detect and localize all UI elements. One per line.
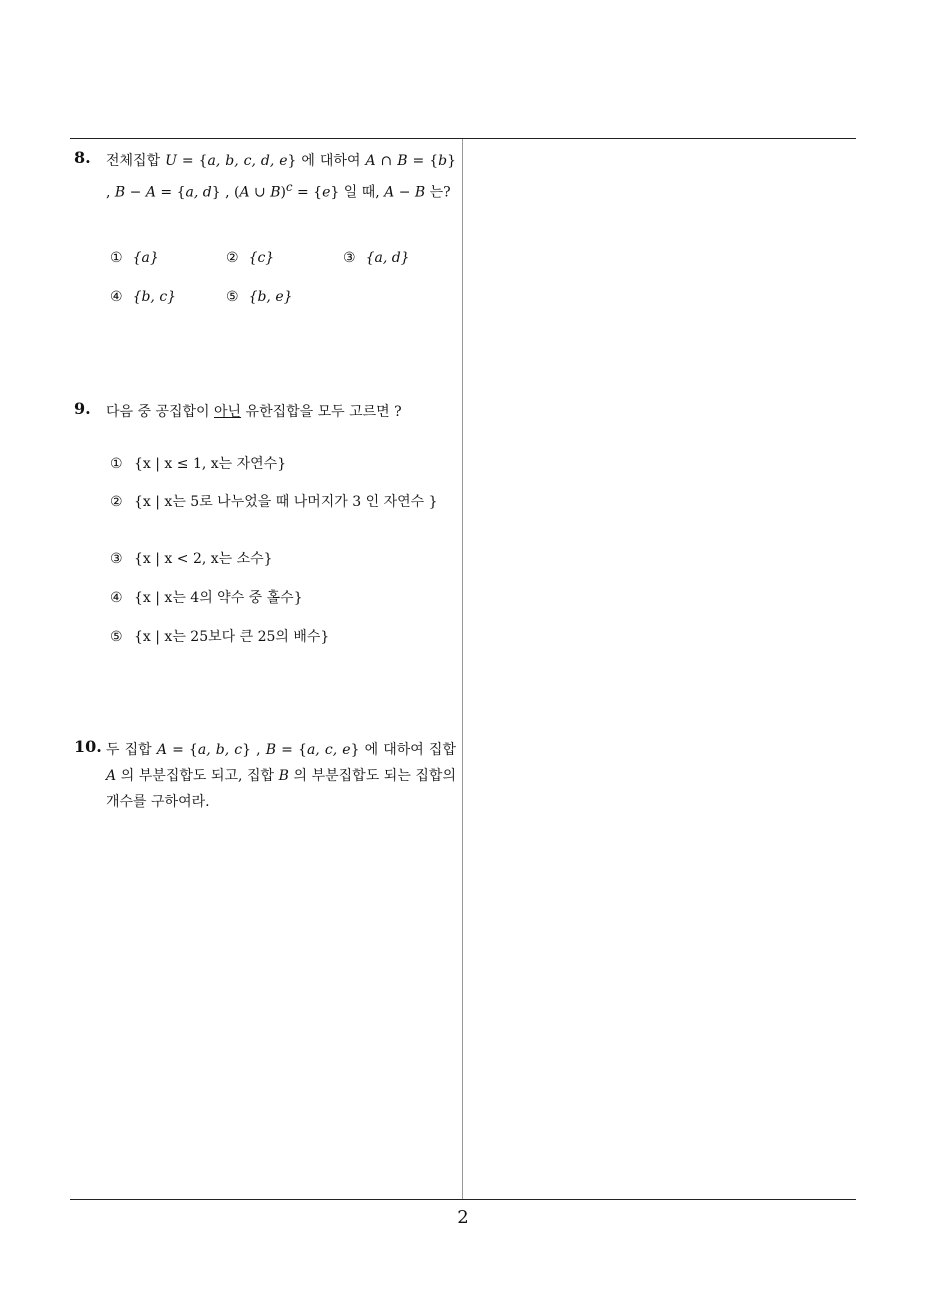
question-text-before: 다음 중 공집합이 [106,404,215,420]
choice-mark: ① [110,456,123,472]
question-number: 10. [74,737,102,756]
top-rule [70,138,856,139]
question-10 [74,737,456,815]
choice-4[interactable] [110,585,303,611]
question-text: 두 집합 A = {a, b, c} , B = {a, c, e} 에 대하여 집합 A 의 부분집합도 되고, 집합 B 의 부분집합도 되는 집합의 개수를 구하여라. [106,742,456,810]
choice-2[interactable] [110,489,454,515]
choice-mark: ② [226,250,239,266]
choice-4[interactable] [110,289,176,305]
choice-mark: ④ [110,590,123,606]
question-number: 8. [74,148,91,167]
choice-mark: ③ [110,551,123,567]
choice-value: {c} [248,250,275,266]
choice-value: {x | x는 4의 약수 중 홀수} [134,590,303,606]
choice-5[interactable] [226,289,293,305]
choice-value: {x | x는 5로 나누었을 때 나머지가 3 인 자연수 } [134,494,438,510]
choice-5[interactable] [110,624,329,650]
question-text-after: 유한집합을 모두 고르면 ? [241,404,402,420]
bottom-rule [70,1199,856,1200]
choice-1[interactable] [110,451,286,477]
page-number: 2 [457,1207,469,1228]
choice-value: {x | x < 2, x는 소수} [134,551,273,567]
choice-mark: ① [110,250,123,266]
choice-mark: ② [110,494,123,510]
choice-value: {x | x ≤ 1, x는 자연수} [134,456,287,472]
choice-value: {b, c} [132,289,177,305]
choice-mark: ⑤ [226,289,239,305]
question-8 [74,148,456,206]
choice-value: {x | x는 25보다 큰 25의 배수} [134,629,330,645]
choice-mark: ③ [343,250,356,266]
choice-2[interactable] [226,250,274,266]
choice-mark: ⑤ [110,629,123,645]
choice-mark: ④ [110,289,123,305]
column-divider [462,139,463,1200]
choice-value: {a} [132,250,159,266]
choice-value: {a, d} [365,250,410,266]
choice-value: {b, e} [248,289,293,305]
question-9 [74,399,456,425]
choice-1[interactable] [110,250,159,266]
question-number: 9. [74,399,91,418]
choice-3[interactable] [110,546,273,572]
question-text [106,399,456,425]
question-text: 전체집합 U = {a, b, c, d, e} 에 대하여 A ∩ B = {b} , B − A = {a, d} , (A ∪ B)$^c$ = {e} 일 때, A − B 는? [106,153,457,201]
choice-3[interactable] [343,250,410,266]
question-text-underlined: 아닌 [214,404,242,420]
